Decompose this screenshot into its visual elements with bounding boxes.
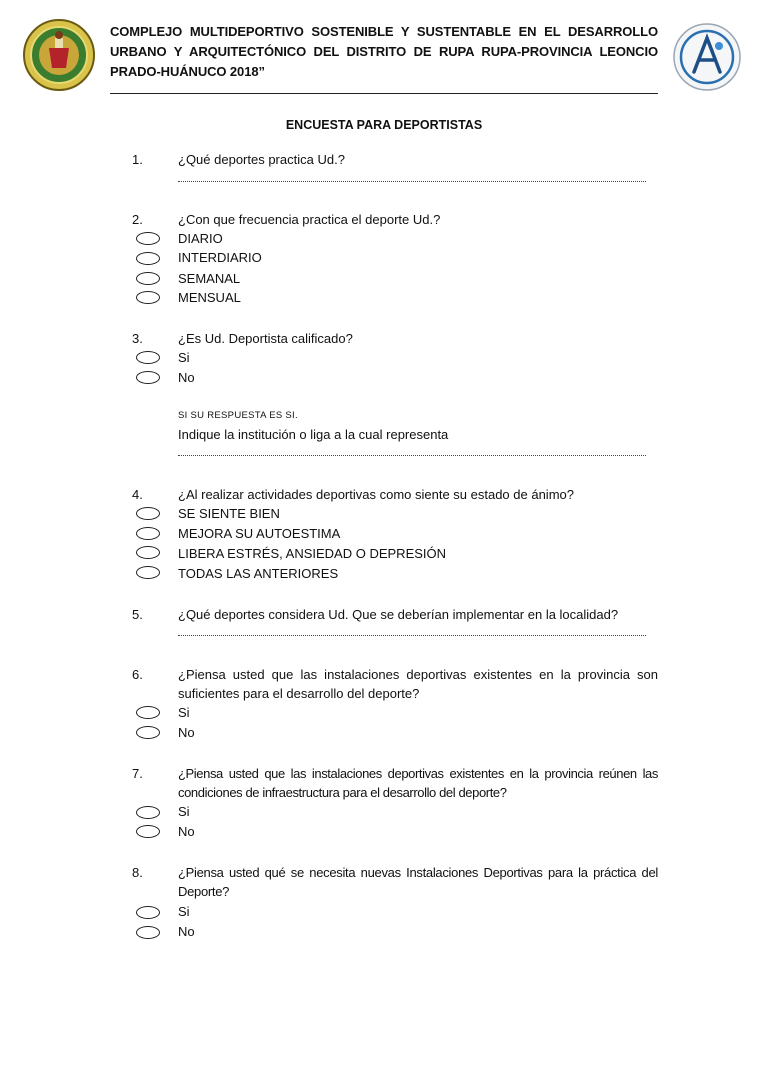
question-number: 1. [132,152,143,167]
option-label: INTERDIARIO [178,250,262,265]
option-label: Si [178,705,190,720]
followup-note: SI SU RESPUESTA ES SI. [178,410,298,421]
option-bubble-no[interactable] [136,926,160,939]
answer-line-q1[interactable] [178,178,646,182]
option-bubble-mejora-autoestima[interactable] [136,527,160,540]
question-number: 7. [132,766,143,781]
option-label: SE SIENTE BIEN [178,506,280,521]
option-label: No [178,370,195,385]
followup-text: Indique la institución o liga a la cual representa [178,427,449,442]
question-text: ¿Es Ud. Deportista calificado? [178,331,353,346]
question-text: ¿Piensa usted que las instalaciones deportivas existentes en la provincia reúnen las condiciones de infraestructura para el desarrollo del deporte? [178,766,658,800]
option-bubble-no[interactable] [136,825,160,838]
option-bubble-no[interactable] [136,371,160,384]
header-divider [110,93,658,94]
option-bubble-se-siente-bien[interactable] [136,507,160,520]
question-text: ¿Piensa usted qué se necesita nuevas Instalaciones Deportivas para la práctica del Deporte? [178,865,658,899]
option-bubble-si[interactable] [136,806,160,819]
option-bubble-si[interactable] [136,706,160,719]
option-bubble-todas[interactable] [136,566,160,579]
option-bubble-diario[interactable] [136,232,160,245]
option-bubble-interdiario[interactable] [136,252,160,265]
question-text: ¿Al realizar actividades deportivas como siente su estado de ánimo? [178,487,574,502]
option-bubble-libera-estres[interactable] [136,546,160,559]
question-text: ¿Qué deportes considera Ud. Que se deberían implementar en la localidad? [178,607,619,622]
question-number: 2. [132,212,143,227]
question-number: 5. [132,607,143,622]
option-bubble-semanal[interactable] [136,272,160,285]
option-label: SEMANAL [178,271,241,286]
option-label: MEJORA SU AUTOESTIMA [178,526,341,541]
university-seal-logo [22,18,96,92]
option-bubble-mensual[interactable] [136,291,160,304]
option-label: DIARIO [178,231,223,246]
option-label: Si [178,904,190,919]
faculty-logo [672,22,742,92]
option-bubble-si[interactable] [136,906,160,919]
option-label: No [178,924,195,939]
question-number: 6. [132,667,143,682]
option-label: LIBERA ESTRÉS, ANSIEDAD O DEPRESIÓN [178,546,447,561]
question-text: ¿Qué deportes practica Ud.? [178,152,345,167]
option-label: TODAS LAS ANTERIORES [178,566,339,581]
option-label: Si [178,804,190,819]
question-text: ¿Piensa usted que las instalaciones deportivas existentes en la provincia son suficientes para el desarrollo del deporte? [178,667,658,701]
answer-line-q5[interactable] [178,632,646,636]
option-bubble-si[interactable] [136,351,160,364]
option-label: No [178,725,195,740]
option-label: MENSUAL [178,290,241,305]
option-label: No [178,824,195,839]
question-number: 8. [132,865,143,880]
option-bubble-no[interactable] [136,726,160,739]
question-number: 3. [132,331,143,346]
option-label: Si [178,350,190,365]
answer-line-q3[interactable] [178,452,646,456]
question-text: ¿Con que frecuencia practica el deporte Ud.? [178,212,441,227]
survey-title: ENCUESTA PARA DEPORTISTAS [285,118,483,132]
document-header-title: COMPLEJO MULTIDEPORTIVO SOSTENIBLE Y SUSTENTABLE EN EL DESARROLLO URBANO Y ARQUITECTÓNICO DEL DISTRITO DE RUPA RUPA-PROVINCIA LEONCIO PRADO-HUÁNUCO 2018” [110,24,658,79]
question-number: 4. [132,487,143,502]
